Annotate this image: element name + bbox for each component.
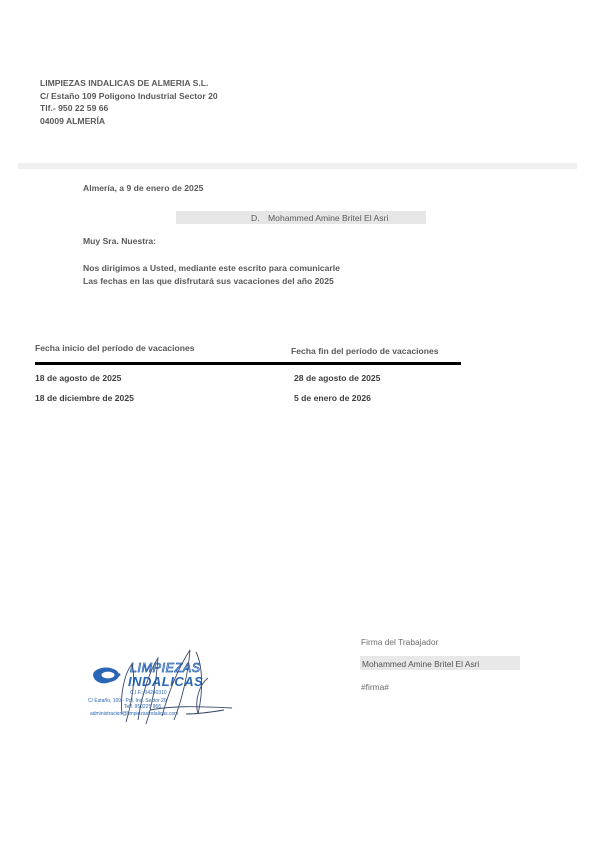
header-divider-band xyxy=(18,163,577,169)
table-header-end: Fecha fin del período de vacaciones xyxy=(291,346,439,356)
worker-name: Mohammed Amine Britel El Asri xyxy=(362,659,480,669)
letter-date: Almería, a 9 de enero de 2025 xyxy=(83,183,204,193)
stamp-address: C/ Estaño, 109 - Pol. Ind. Sector 20 xyxy=(88,698,167,704)
letter-greeting: Muy Sra. Nuestra: xyxy=(83,236,157,246)
table-header-rule xyxy=(35,362,461,365)
letter-body-line: Nos dirigimos a Usted, mediante este escrito para comunicarle xyxy=(83,263,340,273)
indalicas-logo-icon xyxy=(93,668,120,683)
worker-signature-label: Firma del Trabajador xyxy=(361,637,439,647)
company-address: C/ Estaño 109 Poligono Industrial Sector 20 xyxy=(40,90,218,101)
signature-placeholder: #firma# xyxy=(361,682,389,692)
stamp-phone: Telf. 950225 966 xyxy=(124,704,161,710)
letter-body-line: Las fechas en las que disfrutará sus vacaciones del año 2025 xyxy=(83,275,334,286)
table-cell-end: 28 de agosto de 2025 xyxy=(294,373,381,383)
stamp-email: administracion@limpiezasindalicas.com xyxy=(90,711,179,717)
stamp-cif: C.I.F.: 04240310 xyxy=(130,690,167,696)
table-cell-end: 5 de enero de 2026 xyxy=(294,393,371,403)
table-cell-start: 18 de agosto de 2025 xyxy=(35,373,122,383)
table-header-start: Fecha inicio del período de vacaciones xyxy=(35,343,195,353)
recipient-name: Mohammed Amine Britel El Asri xyxy=(268,213,389,223)
table-cell-start: 18 de diciembre de 2025 xyxy=(35,393,134,403)
company-stamp-signature xyxy=(86,644,236,726)
company-city: 04009 ALMERÍA xyxy=(40,115,106,126)
stamp-brand-line2: INDALICAS xyxy=(128,674,204,689)
letter-body xyxy=(83,262,340,287)
company-name: LIMPIEZAS INDALICAS DE ALMERIA S.L. xyxy=(40,78,209,88)
company-phone: Tlf.- 950 22 59 66 xyxy=(40,103,109,114)
company-header xyxy=(40,77,218,127)
recipient-prefix: D. xyxy=(251,213,260,223)
stamp-brand-line1: LIMPIEZAS xyxy=(130,661,201,675)
